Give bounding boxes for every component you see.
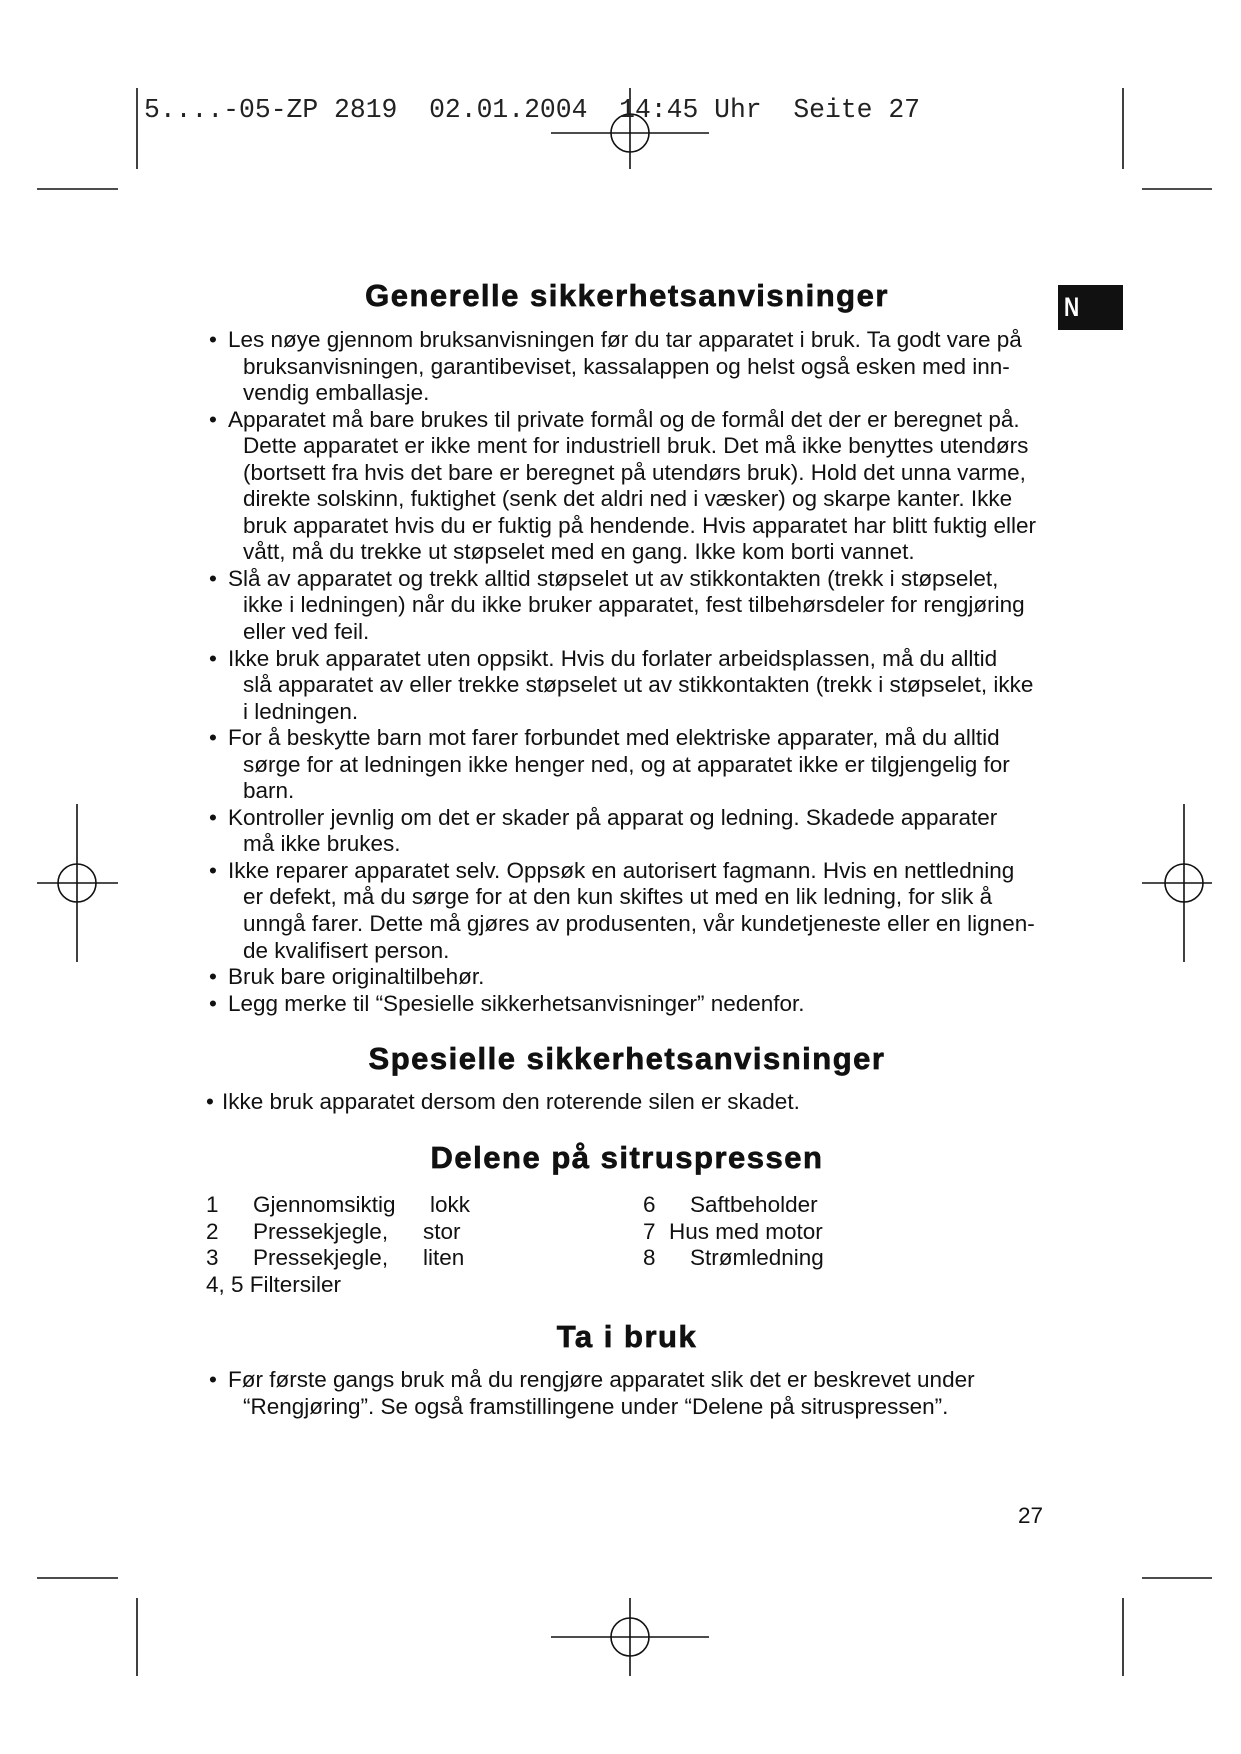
list-item-line: Ikke bruk apparatet uten oppsikt. Hvis du forlater arbeidsplassen, må du alltid (228, 645, 998, 671)
list-item-line: de kvalifisert person. (243, 937, 450, 963)
part-name: Hus med motor (669, 1218, 823, 1244)
bullet: • (209, 565, 217, 591)
special-safety-list (0, 1089, 1241, 1116)
list-item-line: vendig emballasje. (243, 380, 430, 406)
bullet: • (209, 857, 217, 883)
part-name: Strømledning (690, 1245, 824, 1271)
part-number: 3 (206, 1245, 219, 1271)
bullet: • (209, 406, 217, 432)
list-item-line: sørge for at ledningen ikke henger ned, og at apparatet ikke er tilgjengelig for (243, 751, 1010, 777)
list-item-line: Legg merke til “Spesielle sikkerhetsanvisninger” nedenfor. (228, 990, 805, 1016)
bullet: • (206, 1089, 214, 1114)
section-heading-special-safety: Spesielle sikkerhetsanvisninger (368, 1041, 886, 1076)
parts-row (0, 1272, 1241, 1299)
list-item-line: Les nøye gjennom bruksanvisningen før du tar apparatet i bruk. Ta godt vare på (228, 327, 1022, 352)
list-item-line: Ikke bruk apparatet dersom den roterende silen er skadet. (222, 1089, 800, 1114)
list-item (0, 1089, 1241, 1116)
list-item-line: vått, må du trekke ut støpselet med en gang. Ikke kom borti vannet. (243, 539, 915, 565)
bullet: • (209, 804, 217, 830)
list-item (0, 327, 1241, 407)
list-item-line: ikke i ledningen) når du ikke bruker apparatet, fest tilbehørsdeler for rengjøring (243, 592, 1025, 618)
list-item-line: For å beskytte barn mot farer forbundet med elektriske apparater, må du alltid (228, 725, 1000, 751)
bullet: • (209, 725, 217, 751)
print-slug: 5....-05-ZP 2819 02.01.2004 14:45 Uhr Seite 27 (144, 95, 921, 125)
list-item-line: (bortsett fra hvis det bare er beregnet på utendørs bruk). Hold det unna varme, (243, 459, 1026, 485)
list-item-line: er defekt, må du sørge for at den kun skiftes ut med en lik ledning, for slik å (243, 884, 993, 910)
list-item (0, 1367, 1241, 1420)
list-item (0, 566, 1241, 646)
section-heading-general-safety: Generelle sikkerhetsanvisninger (365, 278, 889, 313)
list-item-line: Kontroller jevnlig om det er skader på apparat og ledning. Skadede apparater (228, 804, 998, 830)
list-item-line: unngå farer. Dette må gjøres av produsenten, vår kundetjeneste eller en lignen- (243, 911, 1035, 937)
list-item-line: Ikke reparer apparatet selv. Oppsøk en autorisert fagmann. Hvis en nettledning (228, 857, 1015, 883)
list-item-line: “Rengjøring”. Se også framstillingene under “Delene på sitruspressen”. (243, 1393, 949, 1419)
section-heading-getting-started: Ta i bruk (556, 1319, 698, 1354)
registration-mark-bottom-icon (551, 1598, 709, 1676)
part-detail: lokk (430, 1192, 471, 1217)
parts-row (0, 1245, 1241, 1272)
part-detail: stor (423, 1218, 461, 1244)
part-number: 8 (643, 1245, 656, 1271)
bullet: • (209, 327, 217, 352)
list-item-line: må ikke brukes. (243, 831, 401, 857)
page-number: 27 (1017, 1503, 1043, 1528)
bullet: • (209, 1367, 217, 1392)
list-item (0, 991, 1241, 1018)
list-item (0, 725, 1241, 805)
language-tab (1058, 285, 1123, 330)
list-item-line: Slå av apparatet og trekk alltid støpselet ut av stikkontakten (trekk i støpselet, (228, 565, 999, 591)
list-item-line: direkte solskinn, fuktighet (senk det aldri ned i væsker) og skarpe kanter. Ikke (243, 486, 1013, 512)
list-item-line: barn. (243, 778, 295, 804)
parts-row (0, 1192, 1241, 1219)
parts-row (0, 1219, 1241, 1246)
bullet: • (209, 964, 217, 990)
part-number: 6 (643, 1192, 656, 1217)
part-number: 2 (206, 1218, 219, 1244)
list-item (0, 964, 1241, 991)
section-heading-parts: Delene på sitruspressen (430, 1140, 824, 1175)
part-name: Pressekjegle, (253, 1218, 389, 1244)
list-item-line: eller ved feil. (243, 619, 370, 645)
part-detail: liten (423, 1245, 465, 1271)
list-item-line: Før første gangs bruk må du rengjøre apparatet slik det er beskrevet under (228, 1367, 975, 1392)
part-number: 1 (206, 1192, 219, 1217)
getting-started-list (0, 1367, 1241, 1420)
parts-list (0, 1192, 1241, 1298)
list-item (0, 646, 1241, 726)
part-name: Pressekjegle, (253, 1245, 389, 1271)
list-item-line: i ledningen. (243, 698, 359, 724)
list-item (0, 858, 1241, 964)
list-item-line: slå apparatet av eller trekke støpselet ut av stikkontakten (trekk i støpselet, ikke (243, 672, 1034, 698)
list-item-line: bruksanvisningen, garantibeviset, kassalappen og helst også esken med inn- (243, 353, 1010, 379)
part-filters: 4, 5 Filtersiler (206, 1271, 342, 1297)
part-name: Gjennomsiktig (253, 1192, 396, 1217)
bullet: • (209, 645, 217, 671)
list-item-line: Dette apparatet er ikke ment for industriell bruk. Det må ikke benyttes utendørs (243, 433, 1029, 459)
list-item (0, 805, 1241, 858)
list-item-line: bruk apparatet hvis du er fuktig på hendende. Hvis apparatet har blitt fuktig eller (243, 512, 1036, 538)
list-item (0, 407, 1241, 566)
list-item-line: Apparatet må bare brukes til private formål og de formål det der er beregnet på. (228, 406, 1020, 432)
part-name: Saftbeholder (690, 1192, 818, 1217)
list-item-line: Bruk bare originaltilbehør. (228, 964, 485, 990)
general-safety-list (0, 327, 1241, 1017)
language-tab-label: N (1064, 292, 1080, 322)
bullet: • (209, 990, 217, 1016)
part-number: 7 (643, 1218, 656, 1244)
